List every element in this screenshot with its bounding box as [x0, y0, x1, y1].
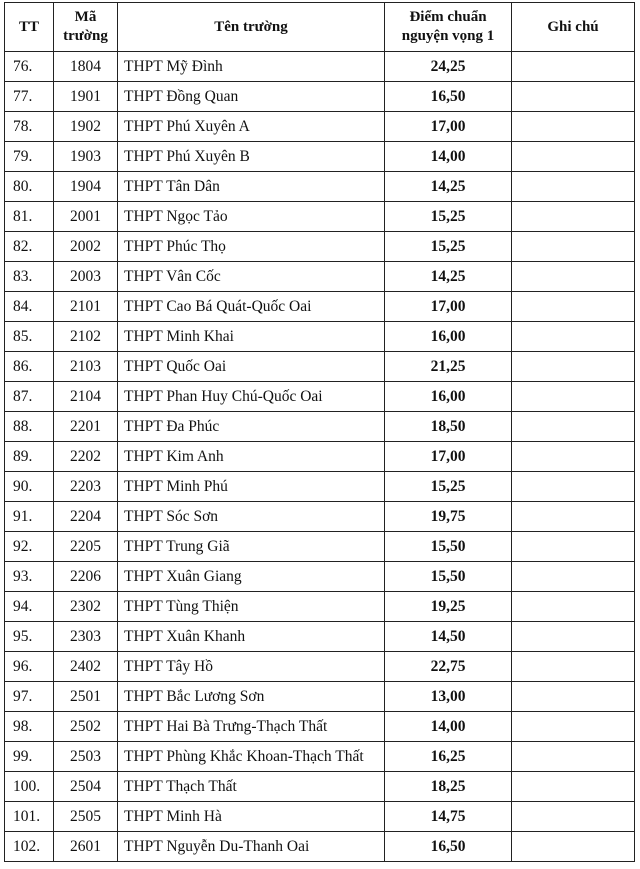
row-diem-chuan: 13,00: [385, 682, 512, 712]
row-ghi-chu: [512, 562, 635, 592]
table-row: [5, 82, 635, 112]
row-ghi-chu: [512, 382, 635, 412]
row-ghi-chu: [512, 622, 635, 652]
row-ma-truong: 2505: [54, 802, 118, 832]
row-ghi-chu: [512, 172, 635, 202]
row-diem-chuan: 14,00: [385, 142, 512, 172]
table-row: [5, 112, 635, 142]
row-tt: 100.: [5, 772, 54, 802]
row-ten-truong: THPT Minh Phú: [118, 472, 385, 502]
row-ten-truong: THPT Cao Bá Quát-Quốc Oai: [118, 292, 385, 322]
row-diem-chuan: 16,25: [385, 742, 512, 772]
row-diem-chuan: 19,75: [385, 502, 512, 532]
document-page: [4, 2, 634, 862]
table-row: [5, 412, 635, 442]
row-diem-chuan: 14,75: [385, 802, 512, 832]
row-tt: 85.: [5, 322, 54, 352]
row-ma-truong: 2205: [54, 532, 118, 562]
row-diem-chuan: 16,00: [385, 382, 512, 412]
row-ma-truong: 2101: [54, 292, 118, 322]
row-tt: 77.: [5, 82, 54, 112]
header-diem-chuan: [385, 3, 512, 52]
row-ten-truong: THPT Tân Dân: [118, 172, 385, 202]
table-row: [5, 202, 635, 232]
table-row: [5, 742, 635, 772]
row-ma-truong: 2001: [54, 202, 118, 232]
table-row: [5, 472, 635, 502]
table-row: [5, 592, 635, 622]
table-row: [5, 442, 635, 472]
table-row: [5, 622, 635, 652]
row-ten-truong: THPT Thạch Thất: [118, 772, 385, 802]
row-ten-truong: THPT Sóc Sơn: [118, 502, 385, 532]
row-ghi-chu: [512, 532, 635, 562]
row-ghi-chu: [512, 232, 635, 262]
row-ma-truong: 2003: [54, 262, 118, 292]
row-ten-truong: THPT Mỹ Đình: [118, 52, 385, 82]
row-ma-truong: 2303: [54, 622, 118, 652]
row-ma-truong: 2504: [54, 772, 118, 802]
table-row: [5, 232, 635, 262]
row-ma-truong: 2104: [54, 382, 118, 412]
row-ghi-chu: [512, 592, 635, 622]
row-diem-chuan: 14,25: [385, 262, 512, 292]
row-ma-truong: 2103: [54, 352, 118, 382]
table-row: [5, 532, 635, 562]
row-diem-chuan: 22,75: [385, 652, 512, 682]
header-ma-line2: trường: [63, 28, 108, 44]
row-ten-truong: THPT Hai Bà Trưng-Thạch Thất: [118, 712, 385, 742]
table-body: [5, 52, 635, 862]
row-ten-truong: THPT Đa Phúc: [118, 412, 385, 442]
row-tt: 94.: [5, 592, 54, 622]
row-ma-truong: 2102: [54, 322, 118, 352]
row-diem-chuan: 15,50: [385, 562, 512, 592]
row-ten-truong: THPT Kim Anh: [118, 442, 385, 472]
row-ten-truong: THPT Trung Giã: [118, 532, 385, 562]
table-row: [5, 832, 635, 862]
row-tt: 80.: [5, 172, 54, 202]
row-ghi-chu: [512, 352, 635, 382]
header-ten-truong: Tên trường: [118, 3, 385, 52]
row-ma-truong: 2402: [54, 652, 118, 682]
row-ghi-chu: [512, 652, 635, 682]
row-tt: 78.: [5, 112, 54, 142]
table-header-row: [5, 3, 635, 52]
header-diem-line1: Điểm chuẩn: [409, 9, 487, 25]
row-ma-truong: 2206: [54, 562, 118, 592]
row-ten-truong: THPT Vân Cốc: [118, 262, 385, 292]
row-tt: 95.: [5, 622, 54, 652]
table-row: [5, 382, 635, 412]
header-ghi-chu: Ghi chú: [512, 3, 635, 52]
header-ma-truong: [54, 3, 118, 52]
row-ghi-chu: [512, 142, 635, 172]
row-ma-truong: 1902: [54, 112, 118, 142]
table-row: [5, 802, 635, 832]
table-row: [5, 292, 635, 322]
row-diem-chuan: 18,50: [385, 412, 512, 442]
row-ghi-chu: [512, 682, 635, 712]
row-ghi-chu: [512, 412, 635, 442]
row-ghi-chu: [512, 742, 635, 772]
row-ghi-chu: [512, 52, 635, 82]
row-diem-chuan: 14,50: [385, 622, 512, 652]
row-tt: 88.: [5, 412, 54, 442]
admission-score-table: [4, 2, 635, 862]
row-ghi-chu: [512, 772, 635, 802]
row-ten-truong: THPT Phùng Khắc Khoan-Thạch Thất: [118, 742, 385, 772]
header-ma-line1: Mã: [74, 9, 97, 25]
row-diem-chuan: 17,00: [385, 292, 512, 322]
row-ghi-chu: [512, 712, 635, 742]
row-ma-truong: 1904: [54, 172, 118, 202]
header-diem-line2: nguyện vọng 1: [401, 28, 495, 44]
table-row: [5, 322, 635, 352]
row-diem-chuan: 15,25: [385, 472, 512, 502]
row-ten-truong: THPT Minh Khai: [118, 322, 385, 352]
row-diem-chuan: 15,25: [385, 202, 512, 232]
row-ma-truong: 2503: [54, 742, 118, 772]
table-row: [5, 772, 635, 802]
row-tt: 83.: [5, 262, 54, 292]
table-row: [5, 142, 635, 172]
row-ten-truong: THPT Phú Xuyên A: [118, 112, 385, 142]
table-row: [5, 712, 635, 742]
row-diem-chuan: 24,25: [385, 52, 512, 82]
row-ten-truong: THPT Đồng Quan: [118, 82, 385, 112]
row-ghi-chu: [512, 832, 635, 862]
table-row: [5, 52, 635, 82]
row-tt: 98.: [5, 712, 54, 742]
row-diem-chuan: 18,25: [385, 772, 512, 802]
row-ma-truong: 1804: [54, 52, 118, 82]
row-tt: 90.: [5, 472, 54, 502]
row-ma-truong: 1901: [54, 82, 118, 112]
table-row: [5, 682, 635, 712]
row-diem-chuan: 16,00: [385, 322, 512, 352]
row-ma-truong: 2201: [54, 412, 118, 442]
row-ten-truong: THPT Nguyễn Du-Thanh Oai: [118, 832, 385, 862]
row-ghi-chu: [512, 262, 635, 292]
row-tt: 89.: [5, 442, 54, 472]
row-ma-truong: 2302: [54, 592, 118, 622]
row-ten-truong: THPT Xuân Khanh: [118, 622, 385, 652]
row-diem-chuan: 19,25: [385, 592, 512, 622]
row-tt: 91.: [5, 502, 54, 532]
row-ten-truong: THPT Ngọc Tảo: [118, 202, 385, 232]
row-ma-truong: 2601: [54, 832, 118, 862]
row-ten-truong: THPT Minh Hà: [118, 802, 385, 832]
row-tt: 96.: [5, 652, 54, 682]
table-row: [5, 562, 635, 592]
row-ma-truong: 2002: [54, 232, 118, 262]
row-ten-truong: THPT Quốc Oai: [118, 352, 385, 382]
row-tt: 97.: [5, 682, 54, 712]
row-tt: 82.: [5, 232, 54, 262]
row-tt: 79.: [5, 142, 54, 172]
row-diem-chuan: 14,25: [385, 172, 512, 202]
row-diem-chuan: 14,00: [385, 712, 512, 742]
row-tt: 93.: [5, 562, 54, 592]
row-ghi-chu: [512, 202, 635, 232]
row-tt: 76.: [5, 52, 54, 82]
row-ma-truong: 2203: [54, 472, 118, 502]
row-ten-truong: THPT Tây Hồ: [118, 652, 385, 682]
row-ma-truong: 2202: [54, 442, 118, 472]
row-tt: 87.: [5, 382, 54, 412]
row-ma-truong: 2204: [54, 502, 118, 532]
row-tt: 101.: [5, 802, 54, 832]
row-ghi-chu: [512, 802, 635, 832]
row-ghi-chu: [512, 322, 635, 352]
table-row: [5, 652, 635, 682]
row-ghi-chu: [512, 442, 635, 472]
row-ma-truong: 1903: [54, 142, 118, 172]
table-row: [5, 262, 635, 292]
row-ghi-chu: [512, 112, 635, 142]
row-diem-chuan: 15,25: [385, 232, 512, 262]
row-ten-truong: THPT Xuân Giang: [118, 562, 385, 592]
row-ten-truong: THPT Phan Huy Chú-Quốc Oai: [118, 382, 385, 412]
row-diem-chuan: 21,25: [385, 352, 512, 382]
row-diem-chuan: 17,00: [385, 442, 512, 472]
row-ten-truong: THPT Tùng Thiện: [118, 592, 385, 622]
row-ten-truong: THPT Bắc Lương Sơn: [118, 682, 385, 712]
row-diem-chuan: 17,00: [385, 112, 512, 142]
row-ten-truong: THPT Phú Xuyên B: [118, 142, 385, 172]
row-diem-chuan: 16,50: [385, 832, 512, 862]
row-ma-truong: 2502: [54, 712, 118, 742]
row-ghi-chu: [512, 82, 635, 112]
table-row: [5, 502, 635, 532]
table-row: [5, 352, 635, 382]
row-diem-chuan: 15,50: [385, 532, 512, 562]
row-tt: 92.: [5, 532, 54, 562]
row-tt: 86.: [5, 352, 54, 382]
row-tt: 84.: [5, 292, 54, 322]
row-ma-truong: 2501: [54, 682, 118, 712]
row-ghi-chu: [512, 292, 635, 322]
row-ten-truong: THPT Phúc Thọ: [118, 232, 385, 262]
row-ghi-chu: [512, 472, 635, 502]
header-tt: TT: [5, 3, 54, 52]
row-tt: 102.: [5, 832, 54, 862]
row-ghi-chu: [512, 502, 635, 532]
row-tt: 99.: [5, 742, 54, 772]
table-row: [5, 172, 635, 202]
row-tt: 81.: [5, 202, 54, 232]
row-diem-chuan: 16,50: [385, 82, 512, 112]
